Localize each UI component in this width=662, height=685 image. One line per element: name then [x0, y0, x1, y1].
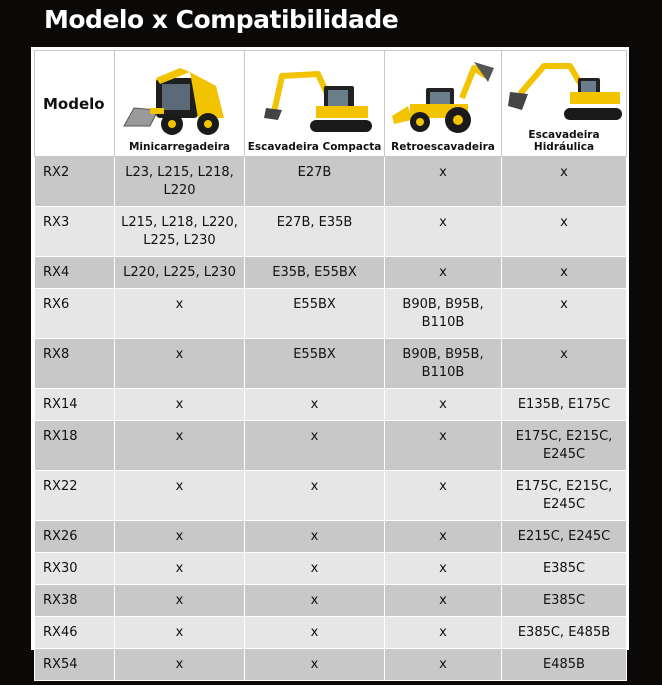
compatibility-sheet [31, 47, 629, 672]
cell-retroescavadeira: x [385, 617, 502, 649]
cell-minicarregadeira: L23, L215, L218, L220 [115, 157, 245, 207]
backhoe-loader-image [388, 58, 498, 138]
cell-escavadeira-hidraulica: E135B, E175C [502, 389, 627, 421]
cell-escavadeira-hidraulica: E215C, E245C [502, 521, 627, 553]
hydraulic-excavator-image [504, 60, 624, 126]
cell-model: RX26 [35, 521, 115, 553]
table-row [35, 649, 627, 681]
header-row [35, 51, 627, 157]
cell-escavadeira-compacta: E27B [245, 157, 385, 207]
cell-minicarregadeira: x [115, 553, 245, 585]
header-hydraulic-excavator [502, 51, 627, 157]
cell-escavadeira-compacta: E35B, E55BX [245, 257, 385, 289]
cell-escavadeira-compacta: E27B, E35B [245, 207, 385, 257]
cell-escavadeira-hidraulica: x [502, 207, 627, 257]
cell-escavadeira-hidraulica: x [502, 257, 627, 289]
table-row [35, 389, 627, 421]
cell-escavadeira-hidraulica: x [502, 339, 627, 389]
cell-minicarregadeira: x [115, 289, 245, 339]
cell-escavadeira-hidraulica: E385C, E485B [502, 617, 627, 649]
cell-model: RX3 [35, 207, 115, 257]
header-model-label: Modelo [43, 94, 105, 113]
skid-steer-loader-image [120, 64, 240, 138]
cell-escavadeira-compacta: x [245, 649, 385, 681]
table-row [35, 553, 627, 585]
cell-escavadeira-hidraulica: E385C [502, 553, 627, 585]
header-compact-excavator [245, 51, 385, 157]
header-label-hydraulic-excavator: Escavadeira Hidráulica [528, 129, 600, 153]
cell-minicarregadeira: x [115, 585, 245, 617]
table-row [35, 207, 627, 257]
cell-model: RX2 [35, 157, 115, 207]
cell-minicarregadeira: x [115, 471, 245, 521]
cell-escavadeira-hidraulica: E485B [502, 649, 627, 681]
cell-retroescavadeira: x [385, 157, 502, 207]
cell-minicarregadeira: L220, L225, L230 [115, 257, 245, 289]
cell-model: RX22 [35, 471, 115, 521]
cell-retroescavadeira: x [385, 649, 502, 681]
table-row [35, 339, 627, 389]
cell-retroescavadeira: x [385, 585, 502, 617]
table-row [35, 521, 627, 553]
cell-escavadeira-compacta: E55BX [245, 339, 385, 389]
table-row [35, 585, 627, 617]
cell-escavadeira-compacta: x [245, 471, 385, 521]
cell-model: RX46 [35, 617, 115, 649]
cell-model: RX4 [35, 257, 115, 289]
cell-escavadeira-hidraulica: E175C, E215C, E245C [502, 471, 627, 521]
cell-model: RX6 [35, 289, 115, 339]
cell-escavadeira-compacta: x [245, 389, 385, 421]
cell-escavadeira-compacta: x [245, 421, 385, 471]
cell-minicarregadeira: x [115, 617, 245, 649]
cell-escavadeira-compacta: x [245, 521, 385, 553]
header-label-compact-excavator: Escavadeira Compacta [247, 141, 382, 153]
compatibility-table [34, 50, 627, 681]
cell-retroescavadeira: x [385, 521, 502, 553]
cell-escavadeira-compacta: E55BX [245, 289, 385, 339]
header-label-backhoe: Retroescavadeira [391, 141, 495, 153]
cell-escavadeira-compacta: x [245, 585, 385, 617]
table-row [35, 257, 627, 289]
cell-retroescavadeira: x [385, 421, 502, 471]
cell-model: RX54 [35, 649, 115, 681]
page-title: Modelo x Compatibilidade [44, 5, 399, 34]
cell-retroescavadeira: x [385, 553, 502, 585]
header-model [35, 51, 115, 157]
table-row [35, 617, 627, 649]
table-row [35, 157, 627, 207]
header-label-skid-steer: Minicarregadeira [128, 141, 230, 153]
cell-model: RX18 [35, 421, 115, 471]
cell-escavadeira-hidraulica: E175C, E215C, E245C [502, 421, 627, 471]
cell-escavadeira-compacta: x [245, 617, 385, 649]
cell-minicarregadeira: x [115, 339, 245, 389]
cell-escavadeira-hidraulica: x [502, 289, 627, 339]
cell-minicarregadeira: x [115, 389, 245, 421]
cell-retroescavadeira: x [385, 389, 502, 421]
cell-escavadeira-hidraulica: E385C [502, 585, 627, 617]
table-row [35, 289, 627, 339]
cell-retroescavadeira: x [385, 471, 502, 521]
cell-retroescavadeira: x [385, 257, 502, 289]
table-row [35, 421, 627, 471]
cell-retroescavadeira: B90B, B95B, B110B [385, 289, 502, 339]
cell-minicarregadeira: x [115, 521, 245, 553]
cell-minicarregadeira: x [115, 421, 245, 471]
cell-model: RX30 [35, 553, 115, 585]
cell-model: RX8 [35, 339, 115, 389]
header-skid-steer [115, 51, 245, 157]
compact-excavator-image [252, 62, 377, 138]
cell-minicarregadeira: x [115, 649, 245, 681]
cell-retroescavadeira: x [385, 207, 502, 257]
cell-escavadeira-hidraulica: x [502, 157, 627, 207]
header-backhoe [385, 51, 502, 157]
table-row [35, 471, 627, 521]
cell-retroescavadeira: B90B, B95B, B110B [385, 339, 502, 389]
cell-model: RX14 [35, 389, 115, 421]
cell-escavadeira-compacta: x [245, 553, 385, 585]
cell-model: RX38 [35, 585, 115, 617]
cell-minicarregadeira: L215, L218, L220, L225, L230 [115, 207, 245, 257]
